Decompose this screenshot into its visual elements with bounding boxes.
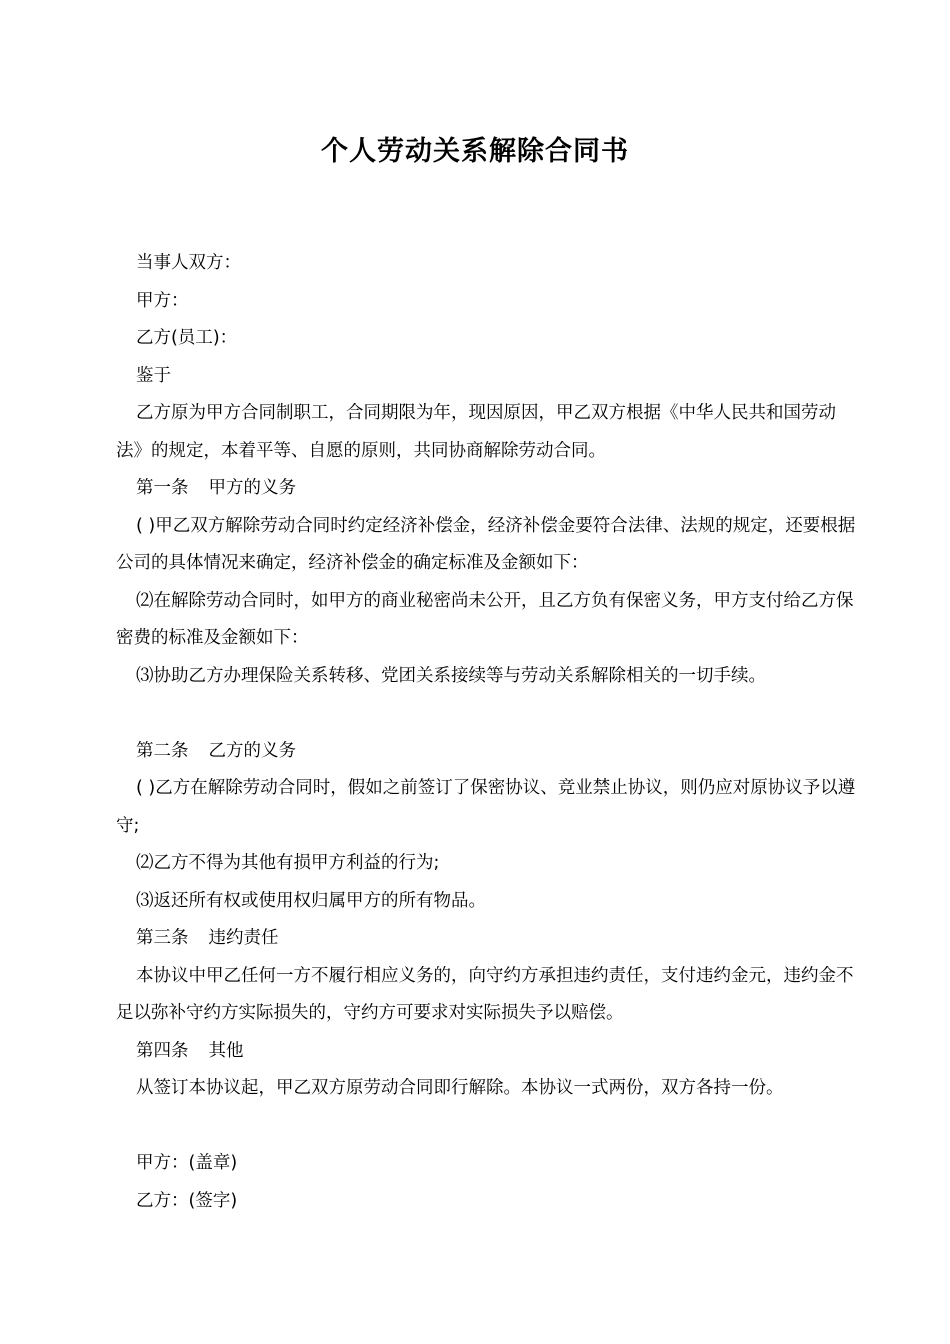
blank-line — [116, 1108, 856, 1146]
article-1-heading — [116, 470, 856, 508]
blank-line — [116, 695, 856, 733]
article-2-title: 乙方的义务 — [208, 740, 296, 761]
article-1-number: 第一条 — [136, 478, 189, 498]
article-2-item-3: ⑶返还所有权或使用权归属甲方的所有物品。 — [136, 890, 486, 911]
party-b-line: 乙方(员工)： — [136, 328, 238, 348]
article-2-heading — [116, 733, 856, 771]
article-3-text: 本协议中甲乙任何一方不履行相应义务的，向守约方承担违约责任，支付违约金元，违约金不足以弥补守约方实际损失的，守约方可要求对实际损失予以赔偿。 — [116, 965, 854, 1023]
signature-party-a: 甲方：(盖章) — [136, 1153, 238, 1173]
party-a-line: 甲方： — [136, 290, 189, 311]
preamble-paragraph: 乙方原为甲方合同制职工，合同期限为年，现因原因，甲乙双方根据《中华人民共和国劳动法》的规定，本着平等、自愿的原则，共同协商解除劳动合同。 — [116, 403, 836, 461]
whereas-line: 鉴于 — [136, 365, 171, 386]
signature-party-b: 乙方：(签字) — [136, 1190, 238, 1211]
article-4-text: 从签订本协议起，甲乙双方原劳动合同即行解除。本协议一式两份，双方各持一份。 — [136, 1078, 784, 1098]
article-4-heading — [116, 1033, 856, 1071]
article-3-number: 第三条 — [136, 928, 189, 948]
parties-line: 当事人双方： — [136, 253, 241, 273]
article-3-title: 违约责任 — [208, 928, 279, 948]
document-body — [116, 245, 856, 1220]
article-4-number: 第四条 — [136, 1040, 189, 1061]
article-2-item-2: ⑵乙方不得为其他有损甲方利益的行为; — [136, 853, 440, 873]
article-2-number: 第二条 — [136, 740, 189, 761]
article-1-item-2: ⑵在解除劳动合同时，如甲方的商业秘密尚未公开，且乙方负有保密义务，甲方支付给乙方保密费的标准及金额如下： — [116, 590, 854, 648]
article-4-title: 其他 — [208, 1040, 244, 1061]
article-2-item-1: ( )乙方在解除劳动合同时，假如之前签订了保密协议、竞业禁止协议，则仍应对原协议予以遵守; — [116, 778, 856, 836]
article-1-title: 甲方的义务 — [208, 478, 296, 498]
document-title: 个人劳动关系解除合同书 — [321, 136, 629, 167]
article-1-item-1: ( )甲乙双方解除劳动合同时约定经济补偿金，经济补偿金要符合法律、法规的规定，还要根据公司的具体情况来确定，经济补偿金的确定标准及金额如下： — [116, 515, 856, 573]
article-3-heading — [116, 920, 856, 958]
article-1-item-3: ⑶协助乙方办理保险关系转移、党团关系接续等与劳动关系解除相关的一切手续。 — [136, 665, 766, 686]
